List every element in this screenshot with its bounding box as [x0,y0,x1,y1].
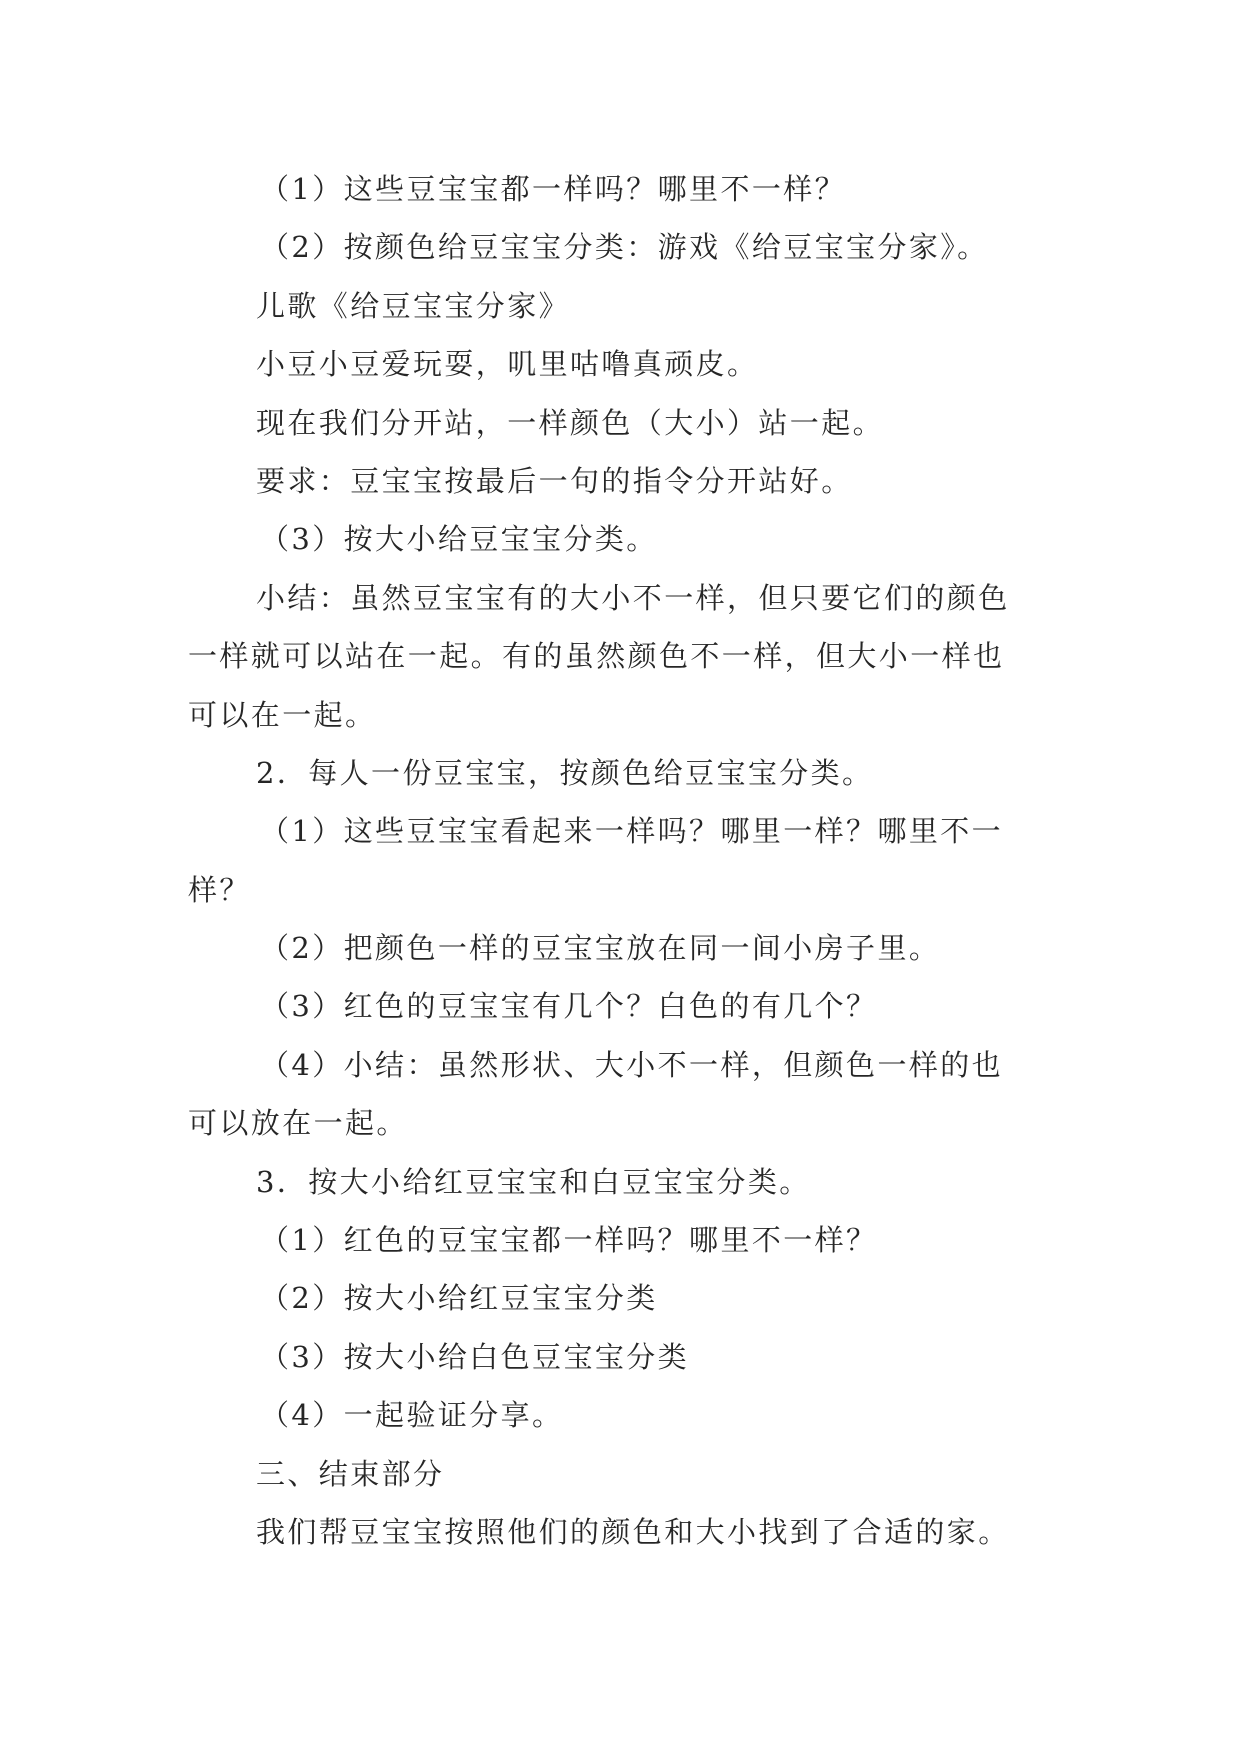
section-step-line: 3．按大小给红豆宝宝和白豆宝宝分类。 [256,1164,811,1199]
section-heading: 三、结束部分 [256,1456,445,1491]
question-line: （1）这些豆宝宝看起来一样吗？哪里一样？哪里不一 [260,814,1004,849]
section-step-line: 2．每人一份豆宝宝，按颜色给豆宝宝分类。 [256,755,874,790]
activity-line: （2）把颜色一样的豆宝宝放在同一间小房子里。 [260,931,941,966]
activity-line: （2）按颜色给豆宝宝分类：游戏《给豆宝宝分家》。 [260,230,989,265]
song-verse-line: 现在我们分开站，一样颜色（大小）站一起。 [256,405,885,440]
question-line: （3）红色的豆宝宝有几个？白色的有几个？ [260,989,878,1024]
song-title-line: 儿歌《给豆宝宝分家》 [256,288,571,323]
activity-line: （3）按大小给豆宝宝分类。 [260,522,658,557]
question-line: 样？ [188,872,251,907]
question-line: （1）红色的豆宝宝都一样吗？哪里不一样？ [260,1223,878,1258]
activity-line: （3）按大小给白色豆宝宝分类 [260,1339,690,1374]
activity-line: （4）一起验证分享。 [260,1398,564,1433]
summary-line: 小结：虽然豆宝宝有的大小不一样，但只要它们的颜色 [256,580,1010,615]
document-body [188,160,1068,1561]
activity-line: （2）按大小给红豆宝宝分类 [260,1281,658,1316]
closing-line: 我们帮豆宝宝按照他们的颜色和大小找到了合适的家。 [256,1514,1010,1549]
song-verse-line: 小豆小豆爱玩耍，叽里咕噜真顽皮。 [256,347,759,382]
summary-line: 可以在一起。 [188,697,377,732]
question-line: （1）这些豆宝宝都一样吗？哪里不一样？ [260,172,847,206]
summary-line: 一样就可以站在一起。有的虽然颜色不一样，但大小一样也 [188,639,1005,674]
summary-line: （4）小结：虽然形状、大小不一样，但颜色一样的也 [260,1047,1004,1082]
summary-line: 可以放在一起。 [188,1106,408,1141]
requirement-line: 要求：豆宝宝按最后一句的指令分开站好。 [256,463,853,498]
